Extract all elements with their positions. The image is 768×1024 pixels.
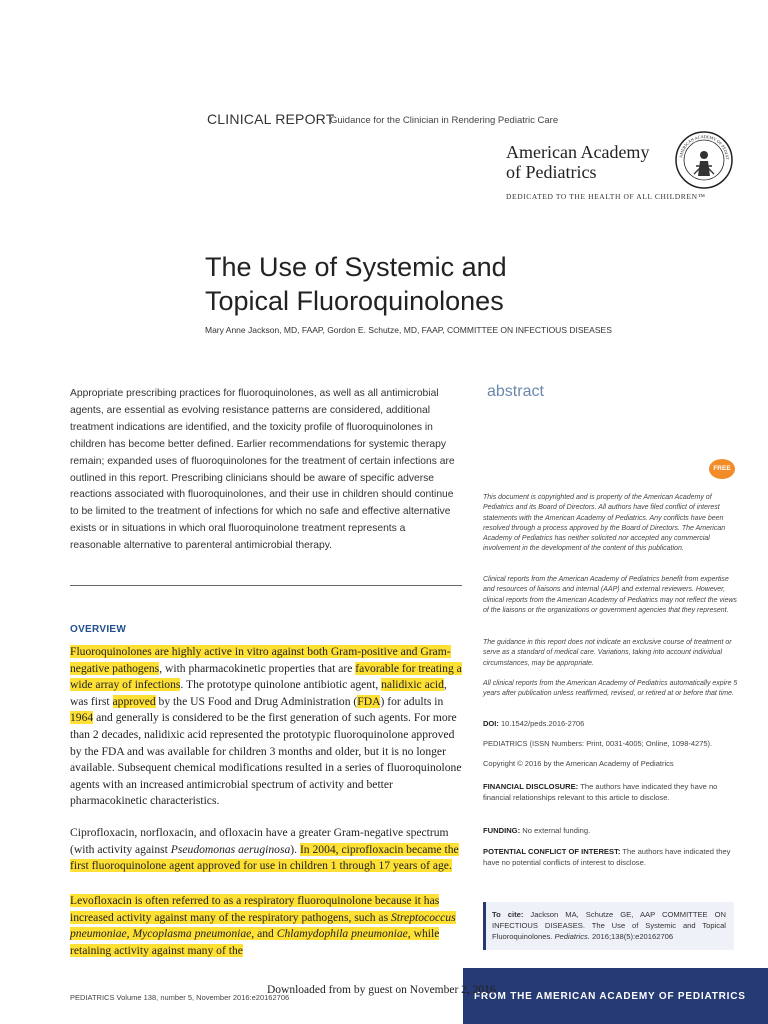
text-run: , while retaining activity against many of the	[70, 927, 440, 957]
text-run: by the US Food and Drug Administration (	[155, 694, 358, 708]
highlight: Fluoroquinolones are highly active in vitro against both Gram-positive and Gram-negative pathogens	[70, 645, 451, 675]
article-title-line1: The Use of Systemic and	[205, 252, 507, 282]
doi-line	[483, 719, 739, 729]
species-name: Mycoplasma pneumoniae	[132, 927, 252, 941]
conflict-of-interest	[483, 846, 733, 869]
seal-text: AMERICAN ACADEMY OF PEDIAT	[678, 133, 731, 160]
text-run: Levofloxacin is often referred to as a respiratory fluoroquinolone because it has increased activity against many of the respiratory pathogens, such as	[70, 894, 440, 924]
org-name-line1: American Academy	[506, 142, 650, 162]
highlight: approved	[112, 694, 156, 708]
overview-paragraph-2	[70, 825, 462, 875]
report-type: CLINICAL REPORT	[207, 111, 335, 127]
liaisons-notice: Clinical reports from the American Academy of Pediatrics benefit from expertise and resources of liaisons and internal (AAP) and external reviewers. However, clinical reports from the American Academy of Pediatrics may not reflect the views of the liaisons or the organizations or government agencies that they represent.	[483, 576, 737, 614]
text-run: Ciprofloxacin, norfloxacin, and ofloxacin have a greater Gram-negative spectrum (with activity against	[70, 826, 449, 856]
financial-label: FINANCIAL DISCLOSURE:	[483, 782, 579, 791]
highlight: favorable for treating a wide array of infections	[70, 661, 462, 692]
citation-ref: 2016;138(5):e20162706	[589, 932, 674, 942]
text-run: ) for adults in	[380, 694, 444, 708]
copyright-line: Copyright © 2016 by the American Academy of Pediatrics	[483, 759, 674, 768]
text-run: and generally is considered to be the first generation of such agents. For more than 2 decades, nalidixic acid represented the prototypic fluoroquinolone approved by the FDA and was available for children 3 months and older, but it is no longer available. Subsequent chemical modifications resulted in a series of fluoroquinolone agents with an increased antimicrobial spectrum of activity and better pharmacokinetic characteristics.	[70, 711, 462, 808]
citation-journal: Pediatrics.	[554, 932, 590, 942]
highlight: nalidixic acid	[381, 678, 444, 692]
abstract-label: abstract	[487, 383, 544, 400]
text-run: ).	[290, 842, 300, 856]
free-badge: FREE	[709, 459, 735, 479]
conflict-text: The authors have indicated they have no potential conflicts of interest to disclose.	[483, 847, 731, 868]
species-name: Pseudomonas aeruginosa	[170, 842, 291, 856]
financial-disclosure	[483, 781, 733, 804]
financial-text: The authors have indicated they have no financial relationships relevant to this article to disclose.	[483, 782, 718, 803]
abstract-divider	[70, 585, 462, 586]
copyright-notice: This document is copyrighted and is property of the American Academy of Pediatrics and its Board of Directors. All authors have filed conflict of interest statements with the American Academy of Pediatrics. Any conflicts have been resolved through a process approved by the Board of Directors. The American Academy of Pediatrics has neither solicited nor accepted any commercial involvement in the development of the content of this publication.	[483, 494, 726, 553]
highlight: 1964	[70, 711, 94, 725]
report-subtitle: Guidance for the Clinician in Rendering Pediatric Care	[330, 115, 559, 126]
aap-seal-logo	[674, 130, 734, 190]
citation-body: Jackson MA, Schutze GE, AAP COMMITTEE ON INFECTIOUS DISEASES. The Use of Systemic and Topical Fluoroquinolones.	[492, 910, 726, 942]
doi-link[interactable]: 10.1542/peds.2016-2706	[500, 719, 585, 728]
doi-label: DOI:	[483, 719, 499, 728]
article-authors: Mary Anne Jackson, MD, FAAP, Gordon E. Schutze, MD, FAAP, COMMITTEE ON INFECTIOUS DISEASES	[205, 325, 612, 335]
highlight: FDA	[357, 694, 381, 708]
species-name: Streptococcus pneumoniae	[70, 910, 456, 941]
abstract-text: Appropriate prescribing practices for fluoroquinolones, as well as all antimicrobial agents, are essential as evolving resistance patterns are considered, additional treatment indications are identified, and the toxicity profile of fluoroquinolones in children has become better defined. Earlier recommendations for systemic therapy remain; expanded uses of fluoroquinolones for the treatment of certain infections are outlined in this report. Prescribing clinicians should be aware of specific adverse reactions associated with fluoroquinolones, and their use in children should continue to be limited to the treatment of infections for which no safe and effective alternative exists or in situations in which oral fluoroquinolone treatment represents a reasonable alternative to parenteral antimicrobial therapy.	[70, 388, 455, 552]
funding-label: FUNDING:	[483, 826, 521, 835]
org-name	[506, 142, 686, 182]
article-title-line2: Topical Fluoroquinolones	[205, 286, 504, 316]
funding-text: No external funding.	[522, 826, 591, 835]
expiry-notice: All clinical reports from the American Academy of Pediatrics automatically expire 5 years after publication unless reaffirmed, revised, or retired at or before that time.	[483, 680, 738, 698]
footer-journal-info: PEDIATRICS Volume 138, number 5, November 2016:e20162706	[70, 993, 290, 1002]
download-watermark: Downloaded from by guest on November 2, 2016	[267, 984, 496, 996]
article-title	[205, 250, 725, 318]
highlight: In 2004, ciprofloxacin became the first fluoroquinolone agent approved for use in children 1 through 17 years of age.	[70, 842, 459, 873]
footer-bar-text: FROM THE AMERICAN ACADEMY OF PEDIATRICS	[474, 991, 746, 1002]
citation-text	[492, 909, 726, 943]
text-run: , with pharmacokinetic properties that are	[159, 661, 356, 675]
text-run: , and	[251, 927, 277, 941]
org-name-line2: of Pediatrics	[506, 162, 597, 182]
overview-heading: OVERVIEW	[70, 624, 127, 635]
citation-label: To cite:	[492, 910, 524, 919]
issn-line: PEDIATRICS (ISSN Numbers: Print, 0031-4005; Online, 1098-4275).	[483, 739, 713, 748]
conflict-label: POTENTIAL CONFLICT OF INTEREST:	[483, 847, 621, 856]
overview-paragraph-1	[70, 644, 462, 810]
funding	[483, 825, 733, 836]
org-tagline: DEDICATED TO THE HEALTH OF ALL CHILDREN™	[506, 192, 706, 201]
guidance-notice: The guidance in this report does not indicate an exclusive course of treatment or serve as a standard of medical care. Variations, taking into account individual circumstances, may be appropriate.	[483, 639, 732, 667]
text-run: . The prototype quinolone antibiotic agent,	[180, 678, 382, 692]
text-run: ,	[126, 927, 133, 941]
highlight	[70, 894, 456, 957]
overview-paragraph-3	[70, 893, 462, 959]
text-run: , was first	[70, 678, 447, 708]
species-name: Chlamydophila pneumoniae	[276, 927, 408, 941]
